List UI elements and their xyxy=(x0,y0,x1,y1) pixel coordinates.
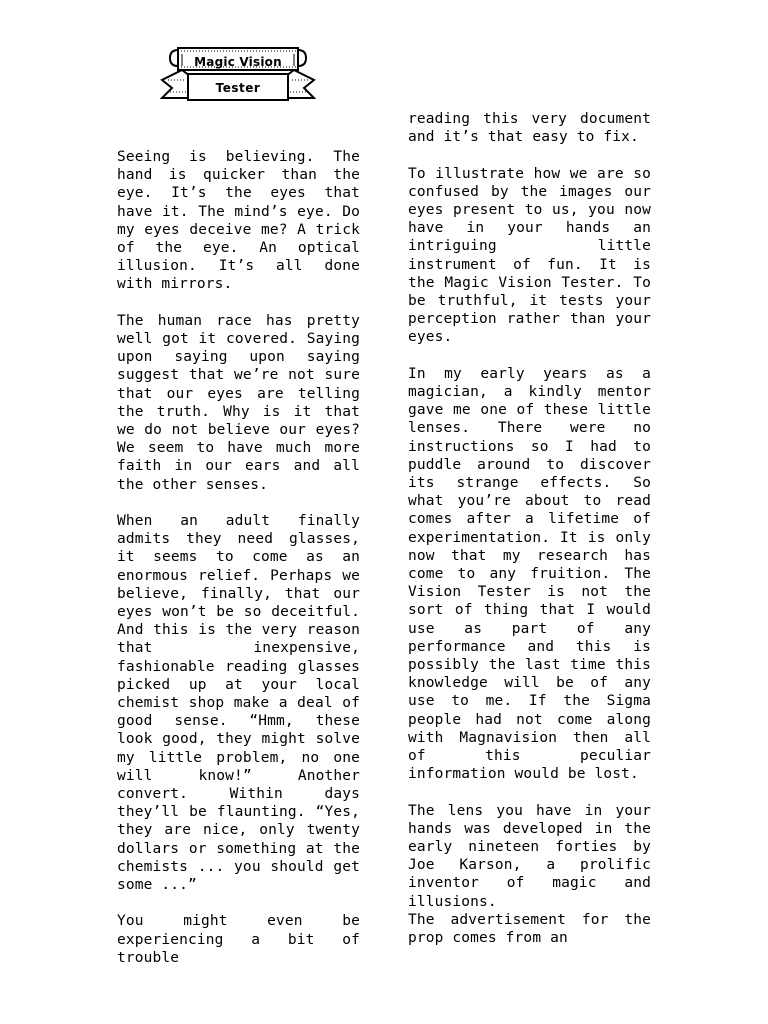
scroll-banner-graphic xyxy=(160,40,316,112)
left-paragraph: You might even be experiencing a bit of trouble xyxy=(117,913,360,966)
right-paragraph: reading this very document and it’s that easy to fix. xyxy=(408,111,651,146)
left-text-column xyxy=(117,148,360,985)
right-paragraph: In my early years as a magician, a kindly mentor gave me one of these little lenses. There were no instructions so I had to puddle around to discover its strange effects. So what you’re about to read comes after a lifetime of experimentation. It is only now that my research has come to any fruition. The Vision Tester is not the sort of thing that I would use as part of any performance and this is possibly the last time this knowledge will be of any use to me. If the Sigma people had not come along with Magnavision then all of this peculiar information would be lost. xyxy=(408,365,651,783)
banner-title: Magic Vision xyxy=(194,55,282,69)
banner-subtitle: Tester xyxy=(215,81,261,95)
right-text-column xyxy=(408,110,651,965)
left-paragraph: The human race has pretty well got it covered. Saying upon saying upon saying suggest that we’re not sure that our eyes are telling the truth. Why is it that we do not believe our eyes? We seem to have much more faith in our ears and all the other senses. xyxy=(117,312,360,493)
left-paragraph: When an adult finally admits they need glasses, it seems to come as an enormous relief. Perhaps we believe, finally, that our eyes won’t be so deceitful. And this is the very reason that inexpensive, fashionable reading glasses picked up at your local chemist shop make a deal of good sense. “Hmm, these look good, they might solve my little problem, no one will know!” Another convert. Within days they’ll be flaunting. “Yes, they are nice, only twenty dollars or something at the chemists ... you should get some ...” xyxy=(117,513,360,894)
right-paragraph: To illustrate how we are so confused by the images our eyes present to us, you now have in your hands an intriguing little instrument of fun. It is the Magic Vision Tester. To be truthful, it tests your perception rather than your eyes. xyxy=(408,165,651,346)
right-paragraph: The advertisement for the prop comes from an xyxy=(408,911,651,947)
magic-vision-banner xyxy=(160,40,316,112)
right-paragraph: The lens you have in your hands was developed in the early nineteen forties by Joe Karson, a prolific inventor of magic and illusions. xyxy=(408,802,651,910)
left-paragraph: Seeing is believing. The hand is quicker than the eye. It’s the eyes that have it. The mind’s eye. Do my eyes deceive me? A trick of the eye. An optical illusion. It’s all done with mirrors. xyxy=(117,149,360,293)
